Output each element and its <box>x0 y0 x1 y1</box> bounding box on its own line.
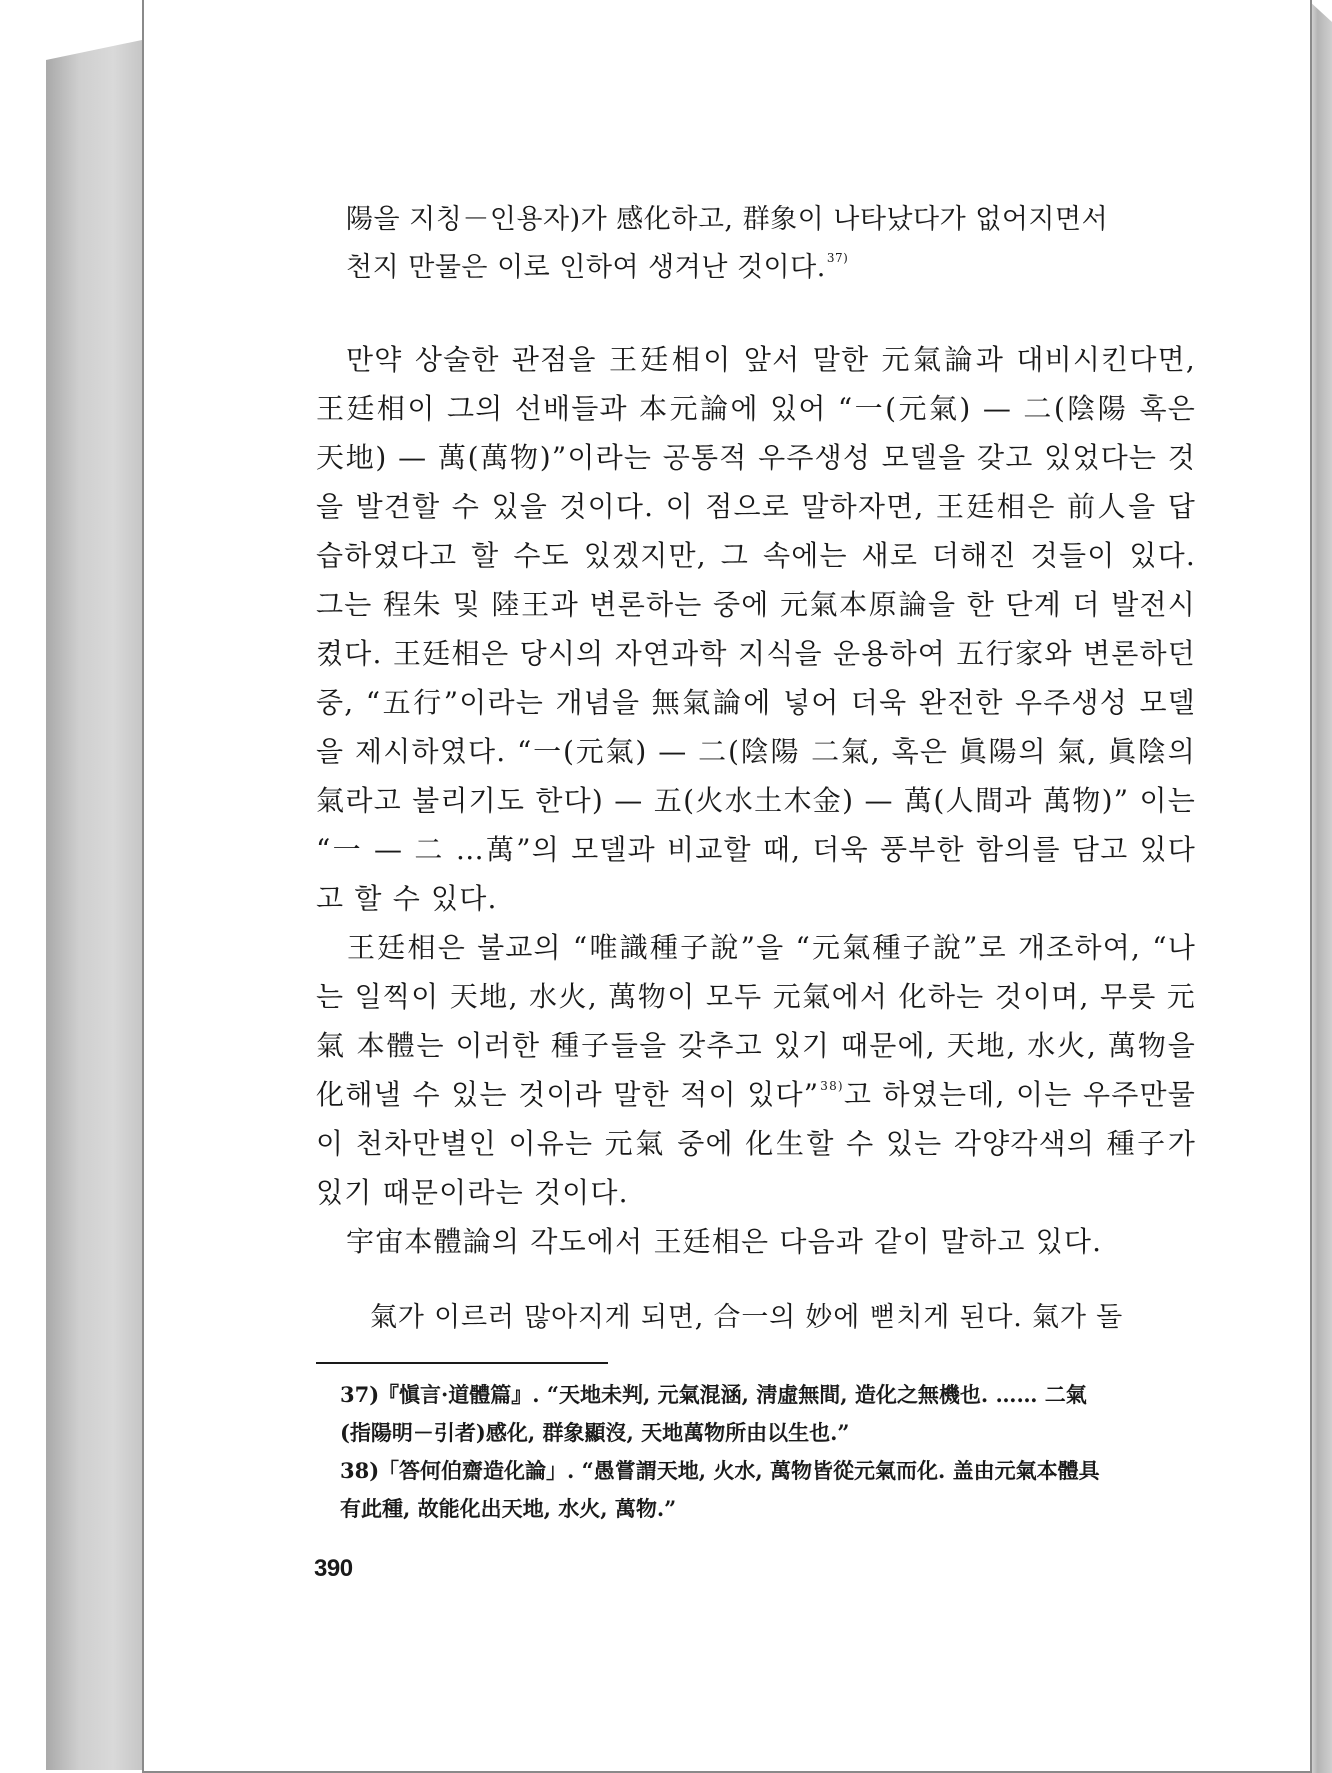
paragraph-text: 王廷相은 불교의 “唯識種子說”을 “元氣種子說”로 개조하여, “나는 일찍이 天地, 水火, 萬物이 모두 元氣에서 化하는 것이며, 무릇 元氣 本體는 이러한 種子들을 갖추고 있기 때문에, 天地, 水火, 萬物을 化해낼 수 있는 것이라 말한 적이 있다” <box>316 931 1196 1111</box>
footnote-number: 37) <box>340 1382 380 1407</box>
footnote-number: 38) <box>340 1458 380 1483</box>
footnotes <box>340 1376 1185 1528</box>
footnote-separator <box>316 1362 608 1364</box>
footnote-reference[interactable]: 37) <box>826 251 849 265</box>
footnote-reference[interactable]: 38) <box>820 1079 844 1093</box>
page-body <box>316 196 1196 1342</box>
footnote-text: 「答何伯齋造化論」. “愚嘗謂天地, 火水, 萬物皆從元氣而化. 盖由元氣本體具 <box>378 1458 1100 1483</box>
book-spine-edge <box>46 40 142 1770</box>
paragraph <box>316 335 1196 923</box>
quote-text: 천지 만물은 이로 인하여 생겨난 것이다. <box>346 252 826 283</box>
footnote-text: (指陽明－引者)感化, 群象顯沒, 天地萬物所由以生也.” <box>340 1420 850 1445</box>
paragraph <box>316 923 1196 1217</box>
footnote-text: 有此種, 故能化出天地, 水火, 萬物.” <box>340 1496 677 1521</box>
block-quote-continuation <box>346 196 1191 292</box>
paragraph-text: 만약 상술한 관점을 王廷相이 앞서 말한 元氣論과 대비시킨다면, 王廷相이 그의 선배들과 本元論에 있어 “一(元氣) — 二(陰陽 혹은 天地) — 萬(萬物)”이라는 공통적 우주생성 모델을 갖고 있었다는 것을 발견할 수 있을 것이다. 이 점으로 말하자면, 王廷相은 前人을 답습하였다고 할 수도 있겠지만, 그 속에는 새로 더해진 것들이 있다. 그는 程朱 및 陸王과 변론하는 중에 元氣本原論을 한 단계 더 발전시켰다. 王廷相은 당시의 자연과학 지식을 운용하여 五行家와 변론하던 중, “五行”이라는 개념을 無氣論에 넣어 더욱 완전한 우주생성 모델을 제시하였다. “一(元氣) — 二(陰陽 二氣, 혹은 眞陽의 氣, 眞陰의 氣라고 불리기도 한다) — 五(火水土木金) — 萬(人間과 萬物)” 이는 “一 — 二 …萬”의 모델과 비교할 때, 더욱 풍부한 함의를 담고 있다고 할 수 있다. <box>316 343 1196 915</box>
block-quote-start: 氣가 이르러 많아지게 되면, 合一의 妙에 뻗치게 된다. 氣가 돌 <box>370 1302 1123 1333</box>
footnote-37 <box>340 1376 1185 1452</box>
paragraph-text: 宇宙本體論의 각도에서 王廷相은 다음과 같이 말하고 있다. <box>346 1225 1103 1258</box>
paragraph-text: 고 하였는데, 이는 우주만물이 천차만별인 이유는 元氣 중에 化生할 수 있는 각양각색의 種子가 있기 때문이라는 것이다. <box>316 1078 1196 1209</box>
page-number: 390 <box>314 1555 353 1582</box>
paragraph <box>316 1217 1196 1266</box>
quote-line: 陽을 지칭－인용자)가 感化하고, 群象이 나타났다가 없어지면서 <box>346 204 1109 235</box>
footnote-38 <box>340 1452 1185 1528</box>
quote-line <box>346 244 1191 292</box>
footnote-text: 『愼言·道體篇』. “天地未判, 元氣混涵, 淸虛無間, 造化之無機也. …… 二氣 <box>378 1382 1087 1407</box>
